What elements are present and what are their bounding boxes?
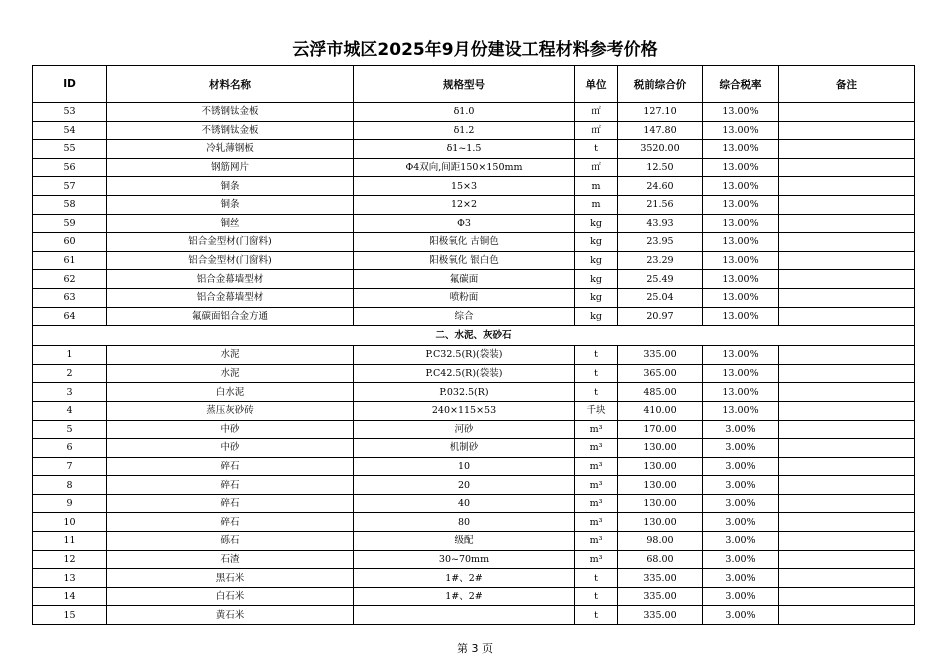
cell-price: 130.00 (618, 494, 703, 513)
cell-name: 白石米 (107, 587, 354, 606)
cell-name: 冷轧薄钢板 (107, 140, 354, 159)
cell-spec: 阳极氧化 银白色 (354, 251, 575, 270)
cell-spec: 喷粉面 (354, 288, 575, 307)
cell-spec: P.C42.5(R)(袋装) (354, 364, 575, 383)
cell-id: 63 (33, 288, 107, 307)
cell-tax: 13.00% (703, 195, 779, 214)
table-row (33, 457, 915, 476)
cell-unit: ㎡ (575, 121, 618, 140)
cell-price: 335.00 (618, 569, 703, 588)
cell-unit: kg (575, 307, 618, 326)
cell-note (779, 121, 915, 140)
cell-tax: 3.00% (703, 494, 779, 513)
cell-tax: 3.00% (703, 587, 779, 606)
cell-note (779, 140, 915, 159)
cell-note (779, 214, 915, 233)
cell-id: 60 (33, 233, 107, 252)
cell-spec: 10 (354, 457, 575, 476)
table-header (33, 66, 915, 103)
cell-price: 365.00 (618, 364, 703, 383)
table-row (33, 420, 915, 439)
cell-spec: Φ3 (354, 214, 575, 233)
cell-unit: t (575, 140, 618, 159)
cell-name: 不锈钢钛金板 (107, 121, 354, 140)
cell-name: 蒸压灰砂砖 (107, 401, 354, 420)
cell-id: 56 (33, 158, 107, 177)
cell-name: 中砂 (107, 420, 354, 439)
cell-unit: t (575, 364, 618, 383)
cell-spec: 15×3 (354, 177, 575, 196)
cell-spec: 1#、2# (354, 587, 575, 606)
cell-note (779, 233, 915, 252)
cell-id: 54 (33, 121, 107, 140)
cell-id: 13 (33, 569, 107, 588)
cell-unit: m³ (575, 476, 618, 495)
cell-note (779, 587, 915, 606)
cell-name: 铜条 (107, 195, 354, 214)
cell-tax: 3.00% (703, 457, 779, 476)
cell-name: 铝合金型材(门窗料) (107, 251, 354, 270)
table-row (33, 513, 915, 532)
table-row (33, 270, 915, 289)
cell-id: 4 (33, 401, 107, 420)
cell-name: 中砂 (107, 439, 354, 458)
table-row (33, 401, 915, 420)
cell-note (779, 569, 915, 588)
cell-price: 130.00 (618, 439, 703, 458)
cell-price: 68.00 (618, 550, 703, 569)
table-row (33, 439, 915, 458)
table-row (33, 140, 915, 159)
cell-unit: t (575, 587, 618, 606)
table-row (33, 121, 915, 140)
cell-unit: m³ (575, 513, 618, 532)
cell-note (779, 550, 915, 569)
table-row (33, 346, 915, 365)
cell-unit: kg (575, 270, 618, 289)
section-title: 二、水泥、灰砂石 (33, 326, 915, 346)
price-table (32, 65, 915, 625)
cell-id: 61 (33, 251, 107, 270)
cell-spec: 机制砂 (354, 439, 575, 458)
table-row (33, 251, 915, 270)
cell-name: 砾石 (107, 532, 354, 551)
cell-name: 钢筋网片 (107, 158, 354, 177)
cell-tax: 13.00% (703, 346, 779, 365)
cell-unit: m³ (575, 494, 618, 513)
cell-price: 25.04 (618, 288, 703, 307)
section-row (33, 326, 915, 346)
cell-name: 铝合金幕墙型材 (107, 288, 354, 307)
cell-note (779, 177, 915, 196)
cell-id: 64 (33, 307, 107, 326)
cell-tax: 13.00% (703, 251, 779, 270)
cell-tax: 3.00% (703, 532, 779, 551)
table-row (33, 307, 915, 326)
cell-price: 21.56 (618, 195, 703, 214)
cell-note (779, 457, 915, 476)
cell-name: 石渣 (107, 550, 354, 569)
cell-note (779, 103, 915, 122)
cell-tax: 3.00% (703, 476, 779, 495)
cell-unit: m³ (575, 439, 618, 458)
cell-price: 43.93 (618, 214, 703, 233)
cell-id: 8 (33, 476, 107, 495)
cell-tax: 13.00% (703, 383, 779, 402)
page-title: 云浮市城区2025年9月份建设工程材料参考价格 (292, 40, 658, 60)
cell-tax: 3.00% (703, 513, 779, 532)
cell-name: 白水泥 (107, 383, 354, 402)
table-body (33, 103, 915, 625)
cell-tax: 13.00% (703, 214, 779, 233)
cell-note (779, 494, 915, 513)
cell-spec (354, 606, 575, 625)
cell-spec: 20 (354, 476, 575, 495)
cell-id: 1 (33, 346, 107, 365)
cell-note (779, 288, 915, 307)
cell-note (779, 476, 915, 495)
cell-tax: 3.00% (703, 439, 779, 458)
cell-note (779, 195, 915, 214)
cell-note (779, 383, 915, 402)
cell-spec: 级配 (354, 532, 575, 551)
cell-tax: 13.00% (703, 307, 779, 326)
cell-note (779, 420, 915, 439)
table-row (33, 606, 915, 625)
cell-unit: ㎡ (575, 103, 618, 122)
cell-tax: 13.00% (703, 401, 779, 420)
cell-id: 59 (33, 214, 107, 233)
table-row (33, 158, 915, 177)
cell-tax: 13.00% (703, 177, 779, 196)
cell-name: 黑石米 (107, 569, 354, 588)
cell-id: 53 (33, 103, 107, 122)
cell-note (779, 606, 915, 625)
cell-tax: 13.00% (703, 270, 779, 289)
cell-unit: m³ (575, 550, 618, 569)
table-row (33, 214, 915, 233)
cell-spec: 氟碳面 (354, 270, 575, 289)
cell-id: 15 (33, 606, 107, 625)
cell-spec: δ1.2 (354, 121, 575, 140)
cell-unit: ㎡ (575, 158, 618, 177)
cell-name: 黄石米 (107, 606, 354, 625)
cell-spec: 80 (354, 513, 575, 532)
header-spec: 规格型号 (354, 66, 575, 103)
cell-name: 铝合金型材(门窗料) (107, 233, 354, 252)
cell-name: 碎石 (107, 513, 354, 532)
cell-spec: 1#、2# (354, 569, 575, 588)
cell-id: 62 (33, 270, 107, 289)
cell-spec: P.C32.5(R)(袋装) (354, 346, 575, 365)
cell-price: 170.00 (618, 420, 703, 439)
cell-price: 23.29 (618, 251, 703, 270)
header-name: 材料名称 (107, 66, 354, 103)
cell-tax: 13.00% (703, 121, 779, 140)
cell-unit: t (575, 383, 618, 402)
cell-name: 水泥 (107, 346, 354, 365)
cell-id: 7 (33, 457, 107, 476)
cell-spec: δ1~1.5 (354, 140, 575, 159)
cell-price: 127.10 (618, 103, 703, 122)
table-row (33, 288, 915, 307)
cell-price: 335.00 (618, 346, 703, 365)
cell-spec: δ1.0 (354, 103, 575, 122)
cell-id: 9 (33, 494, 107, 513)
cell-note (779, 307, 915, 326)
cell-unit: kg (575, 233, 618, 252)
page-number: 第 3 页 (457, 642, 493, 655)
cell-price: 20.97 (618, 307, 703, 326)
cell-id: 3 (33, 383, 107, 402)
header-tax: 综合税率 (703, 66, 779, 103)
cell-note (779, 401, 915, 420)
cell-unit: m (575, 177, 618, 196)
cell-price: 130.00 (618, 513, 703, 532)
cell-name: 水泥 (107, 364, 354, 383)
cell-tax: 3.00% (703, 420, 779, 439)
cell-price: 23.95 (618, 233, 703, 252)
cell-price: 12.50 (618, 158, 703, 177)
cell-tax: 13.00% (703, 103, 779, 122)
cell-spec: 河砂 (354, 420, 575, 439)
cell-tax: 3.00% (703, 550, 779, 569)
cell-tax: 13.00% (703, 233, 779, 252)
cell-id: 57 (33, 177, 107, 196)
cell-unit: m (575, 195, 618, 214)
header-unit: 单位 (575, 66, 618, 103)
cell-tax: 13.00% (703, 288, 779, 307)
cell-id: 5 (33, 420, 107, 439)
cell-spec: 综合 (354, 307, 575, 326)
cell-id: 6 (33, 439, 107, 458)
cell-name: 不锈钢钛金板 (107, 103, 354, 122)
cell-price: 335.00 (618, 587, 703, 606)
cell-price: 24.60 (618, 177, 703, 196)
cell-id: 55 (33, 140, 107, 159)
cell-unit: m³ (575, 532, 618, 551)
cell-unit: kg (575, 251, 618, 270)
cell-price: 410.00 (618, 401, 703, 420)
cell-id: 58 (33, 195, 107, 214)
cell-price: 130.00 (618, 476, 703, 495)
cell-spec: 240×115×53 (354, 401, 575, 420)
cell-name: 铝合金幕墙型材 (107, 270, 354, 289)
cell-spec: 30~70mm (354, 550, 575, 569)
cell-note (779, 364, 915, 383)
table-row (33, 103, 915, 122)
cell-name: 碎石 (107, 476, 354, 495)
cell-unit: m³ (575, 420, 618, 439)
cell-id: 10 (33, 513, 107, 532)
cell-spec: 12×2 (354, 195, 575, 214)
cell-id: 12 (33, 550, 107, 569)
cell-price: 3520.00 (618, 140, 703, 159)
table-row (33, 532, 915, 551)
cell-unit: kg (575, 214, 618, 233)
cell-price: 485.00 (618, 383, 703, 402)
cell-tax: 13.00% (703, 158, 779, 177)
cell-name: 铜丝 (107, 214, 354, 233)
cell-unit: kg (575, 288, 618, 307)
cell-spec: 阳极氧化 古铜色 (354, 233, 575, 252)
cell-name: 碎石 (107, 494, 354, 513)
cell-name: 氟碳面铝合金方通 (107, 307, 354, 326)
table-row (33, 195, 915, 214)
cell-tax: 13.00% (703, 140, 779, 159)
cell-price: 25.49 (618, 270, 703, 289)
cell-spec: 40 (354, 494, 575, 513)
header-price: 税前综合价 (618, 66, 703, 103)
cell-id: 2 (33, 364, 107, 383)
cell-note (779, 532, 915, 551)
table-row (33, 233, 915, 252)
table-row (33, 177, 915, 196)
cell-unit: t (575, 569, 618, 588)
cell-spec: P.032.5(R) (354, 383, 575, 402)
cell-note (779, 251, 915, 270)
cell-price: 130.00 (618, 457, 703, 476)
cell-unit: t (575, 606, 618, 625)
cell-name: 铜条 (107, 177, 354, 196)
cell-note (779, 158, 915, 177)
header-note: 备注 (779, 66, 915, 103)
cell-tax: 3.00% (703, 569, 779, 588)
header-id: ID (33, 66, 107, 103)
table-row (33, 569, 915, 588)
cell-spec: Φ4双向,间距150×150mm (354, 158, 575, 177)
cell-unit: m³ (575, 457, 618, 476)
cell-unit: 千块 (575, 401, 618, 420)
cell-tax: 13.00% (703, 364, 779, 383)
table-row (33, 364, 915, 383)
cell-id: 14 (33, 587, 107, 606)
cell-price: 147.80 (618, 121, 703, 140)
cell-note (779, 439, 915, 458)
table-row (33, 494, 915, 513)
table-row (33, 383, 915, 402)
cell-price: 98.00 (618, 532, 703, 551)
cell-name: 碎石 (107, 457, 354, 476)
table-row (33, 587, 915, 606)
cell-tax: 3.00% (703, 606, 779, 625)
table-row (33, 476, 915, 495)
table-row (33, 550, 915, 569)
cell-price: 335.00 (618, 606, 703, 625)
cell-id: 11 (33, 532, 107, 551)
cell-note (779, 513, 915, 532)
cell-note (779, 270, 915, 289)
cell-unit: t (575, 346, 618, 365)
cell-note (779, 346, 915, 365)
